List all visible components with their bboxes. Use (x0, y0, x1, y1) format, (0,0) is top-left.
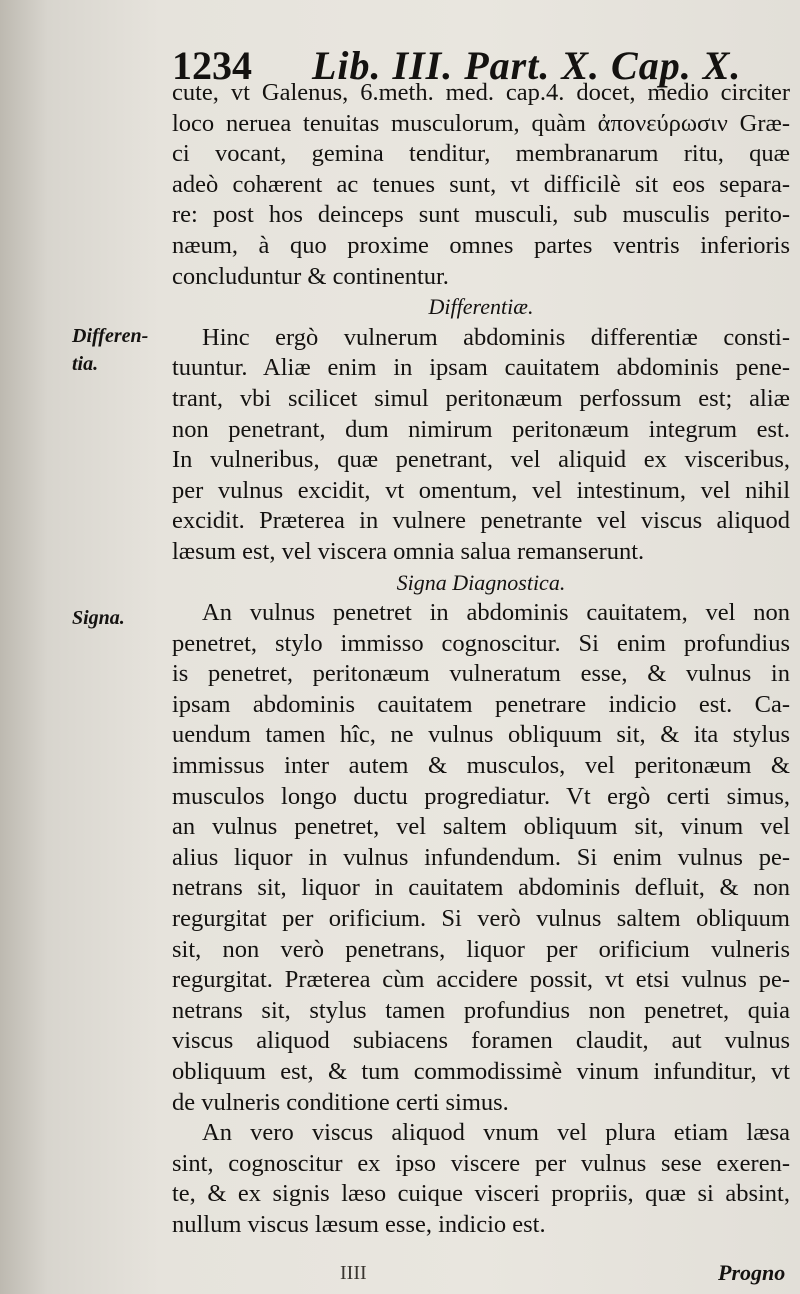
section-heading: Signa Diagnostica. (396, 569, 566, 595)
margin-note-signa: Signa. (72, 607, 125, 629)
text-line: regurgitat per orificium. Si verò vulnus saltem obliquum (172, 905, 790, 933)
catchword: Progno (718, 1260, 786, 1285)
text-line: nullum viscus læsum esse, indicio est. (172, 1210, 546, 1238)
text-line: næum, à quo proxime omnes partes ventris inferioris (172, 231, 790, 259)
text-line: penetret, stylo immisso cognoscitur. Si enim profundius (172, 629, 790, 657)
text-line: per vulnus excidit, vt omentum, vel intestinum, vel nihil (172, 476, 790, 504)
text-line: sint, cognoscitur ex ipso viscere per vulnus sese exeren- (172, 1149, 790, 1177)
text-line: netrans sit, liquor in cauitatem abdominis defluit, & non (172, 874, 790, 902)
text-line: An vero viscus aliquod vnum vel plura etiam læsa (202, 1119, 790, 1147)
text-line: musculos longo ductu progrediatur. Vt ergò certi simus, (172, 782, 790, 810)
text-line: adeò cohærent ac tenues sunt, vt difficilè sit eos separa- (172, 170, 790, 198)
text-line: ci vocant, gemina tenditur, membranarum ritu, quæ (172, 140, 790, 168)
text-line: immissus inter autem & musculos, vel peritonæum & (172, 752, 790, 780)
text-line: de vulneris conditione certi simus. (172, 1088, 509, 1116)
text-line: trant, vbi scilicet simul peritonæum perfossum est; aliæ (172, 384, 790, 412)
text-line: viscus aliquod subiacens foramen claudit, aut vulnus (172, 1027, 790, 1055)
page-number: 1234 (172, 43, 252, 88)
signature-mark: IIII (340, 1262, 367, 1284)
text-line: uendum tamen hîc, ne vulnus obliquum sit, & ita stylus (172, 721, 790, 749)
running-title: Lib. III. Part. X. Cap. X. (312, 43, 742, 88)
margin-note-differentia: Differen- tia. (72, 325, 149, 375)
text-line: re: post hos deinceps sunt musculi, sub musculis perito- (172, 201, 790, 229)
text-line: alius liquor in vulnus infundendum. Si enim vulnus pe- (172, 843, 790, 871)
text-line: te, & ex signis læso cuique visceri propriis, quæ si absint, (172, 1180, 790, 1208)
text-line: cute, vt Galenus, 6.meth. med. cap.4. docet, medio circiter (172, 79, 790, 106)
text-line: sit, non verò penetrans, liquor per orificium vulneris (172, 935, 790, 963)
main-text (172, 78, 790, 1241)
text-line: non penetrant, dum nimirum peritonæum integrum est. (172, 415, 790, 443)
text-line: ipsam abdominis cauitatem penetrare indicio est. Ca- (172, 690, 790, 718)
text-line: An vulnus penetret in abdominis cauitatem, vel non (202, 599, 790, 627)
text-line: Hinc ergò vulnerum abdominis differentiæ consti- (202, 323, 790, 351)
text-line: is penetret, peritonæum vulneratum esse, & vulnus in (172, 660, 790, 688)
text-line: loco neruea tenuitas musculorum, quàm ἀπονεύρωσιν Græ- (172, 109, 790, 137)
text-line: regurgitat. Præterea cùm accidere possit, vt etsi vulnus pe- (172, 966, 790, 994)
text-line: concluduntur & continentur. (172, 262, 449, 290)
text-line: tuuntur. Aliæ enim in ipsam cauitatem abdominis pene- (172, 354, 790, 382)
text-line: excidit. Præterea in vulnere penetrante vel viscus aliquod (172, 507, 790, 535)
text-line: læsum est, vel viscera omnia salua remanserunt. (172, 537, 645, 565)
section-heading: Differentiæ. (428, 294, 534, 320)
text-line: an vulnus penetret, vel saltem obliquum sit, vinum vel (172, 813, 790, 841)
text-line: netrans sit, stylus tamen profundius non penetret, quia (172, 996, 790, 1024)
text-line: In vulneribus, quæ penetrant, vel aliquid ex visceribus, (172, 446, 790, 474)
text-line: obliquum est, & tum commodissimè vinum infunditur, vt (172, 1058, 790, 1085)
